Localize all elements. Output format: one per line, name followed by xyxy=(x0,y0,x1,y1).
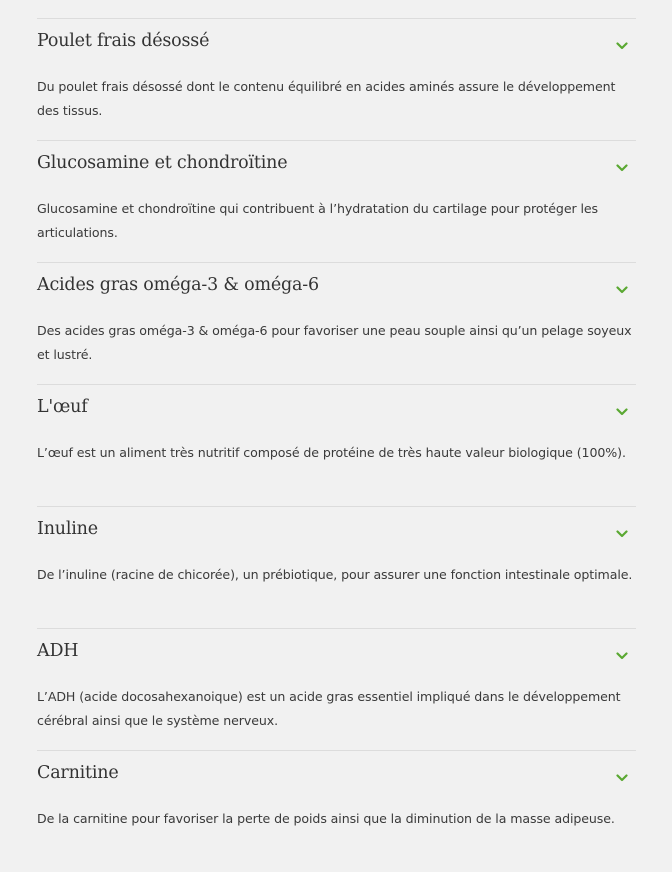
accordion-item-title[interactable]: ADH xyxy=(37,641,79,661)
accordion-item-description: De l’inuline (racine de chicorée), un prébiotique, pour assurer une fonction intestinale optimale. xyxy=(37,567,633,582)
accordion-item-poulet xyxy=(37,18,636,140)
accordion-item-description: Du poulet frais désossé dont le contenu équilibré en acides aminés assure le développement des tissus. xyxy=(37,79,616,118)
accordion-item-title[interactable]: Glucosamine et chondroïtine xyxy=(37,153,288,173)
accordion-item-description: Glucosamine et chondroïtine qui contribuent à l’hydratation du cartilage pour protéger les articulations. xyxy=(37,201,598,240)
chevron-down-icon[interactable] xyxy=(616,41,628,51)
accordion-item-glucosamine xyxy=(37,140,636,262)
accordion-item-omega xyxy=(37,262,636,384)
accordion-item-title[interactable]: Poulet frais désossé xyxy=(37,31,210,51)
accordion-item-oeuf xyxy=(37,384,636,506)
accordion-item-description: Des acides gras oméga-3 & oméga-6 pour favoriser une peau souple ainsi qu’un pelage soyeux et lustré. xyxy=(37,323,632,362)
ingredients-accordion xyxy=(37,18,636,872)
chevron-down-icon[interactable] xyxy=(616,529,628,539)
chevron-down-icon[interactable] xyxy=(616,651,628,661)
accordion-item-description: L’œuf est un aliment très nutritif composé de protéine de très haute valeur biologique (100%). xyxy=(37,445,626,460)
chevron-down-icon[interactable] xyxy=(616,773,628,783)
chevron-down-icon[interactable] xyxy=(616,163,628,173)
accordion-item-title[interactable]: Acides gras oméga-3 & oméga-6 xyxy=(37,275,319,295)
accordion-item-description: De la carnitine pour favoriser la perte de poids ainsi que la diminution de la masse adipeuse. xyxy=(37,811,615,826)
accordion-item-carnitine xyxy=(37,750,636,872)
accordion-item-title[interactable]: L'œuf xyxy=(37,397,88,417)
accordion-item-inuline xyxy=(37,506,636,628)
chevron-down-icon[interactable] xyxy=(616,407,628,417)
accordion-item-title[interactable]: Carnitine xyxy=(37,763,119,783)
chevron-down-icon[interactable] xyxy=(616,285,628,295)
accordion-item-adh xyxy=(37,628,636,750)
accordion-item-title[interactable]: Inuline xyxy=(37,519,98,539)
accordion-item-description: L’ADH (acide docosahexanoique) est un acide gras essentiel impliqué dans le développement cérébral ainsi que le système nerveux. xyxy=(37,689,621,728)
